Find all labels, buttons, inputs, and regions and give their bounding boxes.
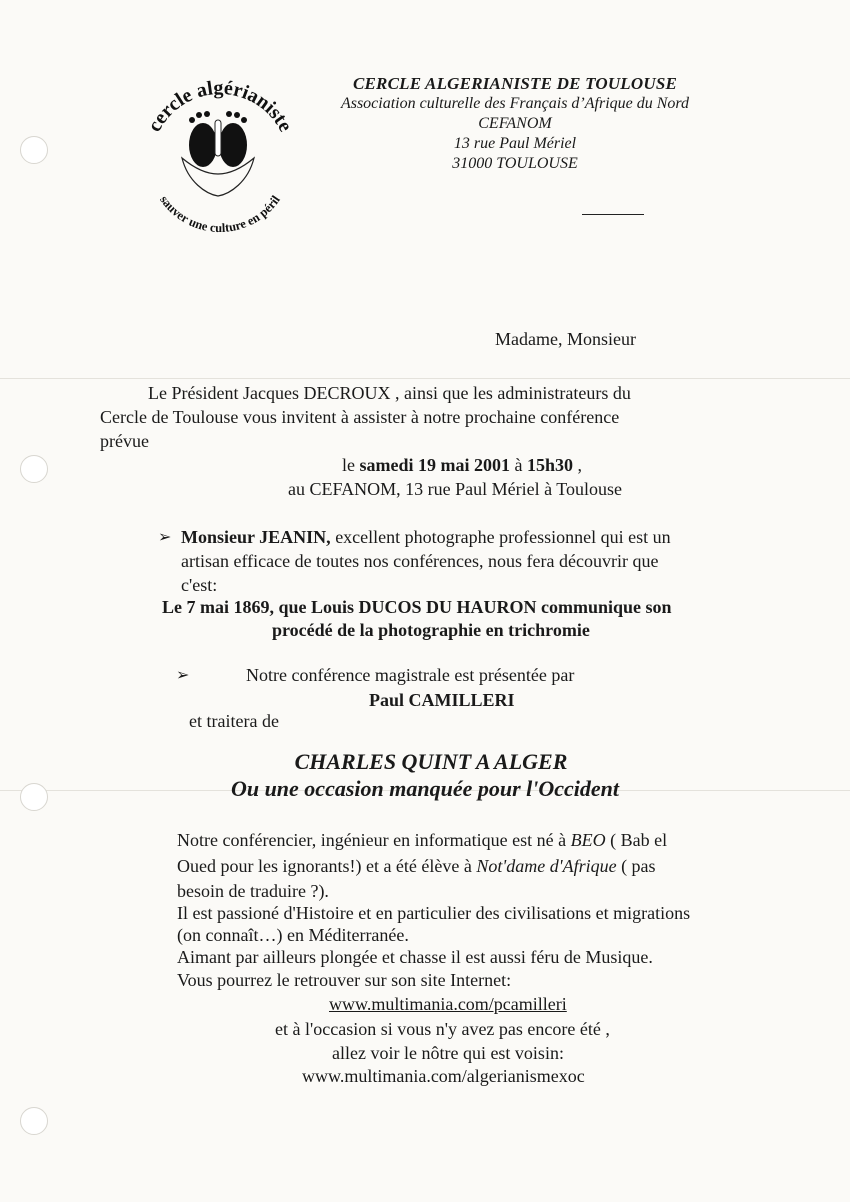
bullet2-text: Notre conférence magistrale est présentée par — [246, 665, 575, 685]
svg-text:sauver une culture en péril — [157, 193, 283, 235]
bio-line-1 — [177, 829, 667, 851]
bio-text: ( pas — [616, 856, 656, 876]
punch-hole — [20, 136, 48, 164]
speaker-name: Paul CAMILLERI — [369, 690, 515, 710]
intro-line-3: prévue — [100, 431, 149, 451]
topic1-line-2: procédé de la photographie en trichromie — [272, 620, 590, 640]
date-suffix: , — [573, 455, 583, 475]
logo-top-text: cercle algérianiste — [143, 76, 297, 136]
bio-line-2 — [177, 855, 656, 877]
bio-line-7: Vous pourrez le retrouver sur son site Internet: — [177, 970, 512, 990]
intro-line-2: Cercle de Toulouse vous invitent à assister à notre prochaine conférence — [100, 407, 620, 427]
conference-title: CHARLES QUINT A ALGER — [294, 749, 568, 774]
closing-line-2: allez voir le nôtre qui est voisin: — [332, 1043, 564, 1063]
bullet1-line-3: c'est: — [181, 575, 218, 595]
speaker-website-link[interactable]: www.multimania.com/pcamilleri — [329, 994, 567, 1014]
punch-hole — [20, 1107, 48, 1135]
bio-text: Notre conférencier, ingénieur en informatique est né à — [177, 830, 571, 850]
bullet1-text: excellent photographe professionnel qui est un — [330, 527, 671, 547]
bio-italic: BEO — [570, 830, 606, 850]
association-title: CERCLE ALGERIANISTE DE TOULOUSE — [352, 74, 678, 93]
date-bold: samedi 19 mai 2001 — [359, 455, 510, 475]
address-place: CEFANOM — [478, 115, 552, 132]
closing-line-1: et à l'occasion si vous n'y avez pas encore été , — [275, 1019, 610, 1039]
treat-line: et traitera de — [189, 711, 279, 731]
photographer-name: Monsieur JEANIN, — [181, 527, 331, 547]
time-bold: 15h30 — [527, 455, 574, 475]
event-venue: au CEFANOM, 13 rue Paul Mériel à Toulouse — [288, 479, 623, 499]
cercle-algerianiste-logo — [130, 70, 305, 240]
date-prefix: le — [342, 455, 360, 475]
dove-hand-icon — [182, 111, 254, 196]
intro-line-1: Le Président Jacques DECROUX , ainsi que les administrateurs du — [148, 383, 631, 403]
bullet1-line-1 — [181, 526, 671, 548]
bio-line-5: (on connaît…) en Méditerranée. — [177, 925, 409, 945]
bio-text: ( Bab el — [605, 830, 668, 850]
address-street: 13 rue Paul Mériel — [453, 135, 577, 152]
date-mid: à — [510, 455, 527, 475]
topic1-line-1: Le 7 mai 1869, que Louis DUCOS DU HAURON communique son — [162, 597, 672, 617]
bio-text: Oued pour les ignorants!) et a été élève à — [177, 856, 477, 876]
paper-fold — [0, 378, 850, 379]
bio-line-4: Il est passioné d'Histoire et en particulier des civilisations et migrations — [177, 903, 691, 923]
conference-subtitle: Ou une occasion manquée pour l'Occident — [230, 776, 620, 801]
bio-italic: Not'dame d'Afrique — [476, 856, 617, 876]
bullet-arrow-icon: ➢ — [158, 529, 172, 546]
bullet1-line-2: artisan efficace de toutes nos conférences, nous fera découvrir que — [181, 551, 659, 571]
bullet-arrow-icon: ➢ — [176, 667, 190, 684]
salutation: Madame, Monsieur — [495, 329, 636, 349]
bio-line-6: Aimant par ailleurs plongée et chasse il est aussi féru de Musique. — [177, 947, 653, 967]
association-subtitle: Association culturelle des Français d’Afrique du Nord — [340, 95, 690, 112]
punch-hole — [20, 455, 48, 483]
event-date — [342, 454, 582, 476]
header-rule — [582, 214, 644, 215]
logo-bottom-text: sauver une culture en péril — [157, 192, 283, 236]
cercle-website[interactable]: www.multimania.com/algerianismexoc — [302, 1066, 585, 1086]
address-city: 31000 TOULOUSE — [452, 155, 578, 172]
bio-line-3: besoin de traduire ?). — [177, 881, 329, 901]
